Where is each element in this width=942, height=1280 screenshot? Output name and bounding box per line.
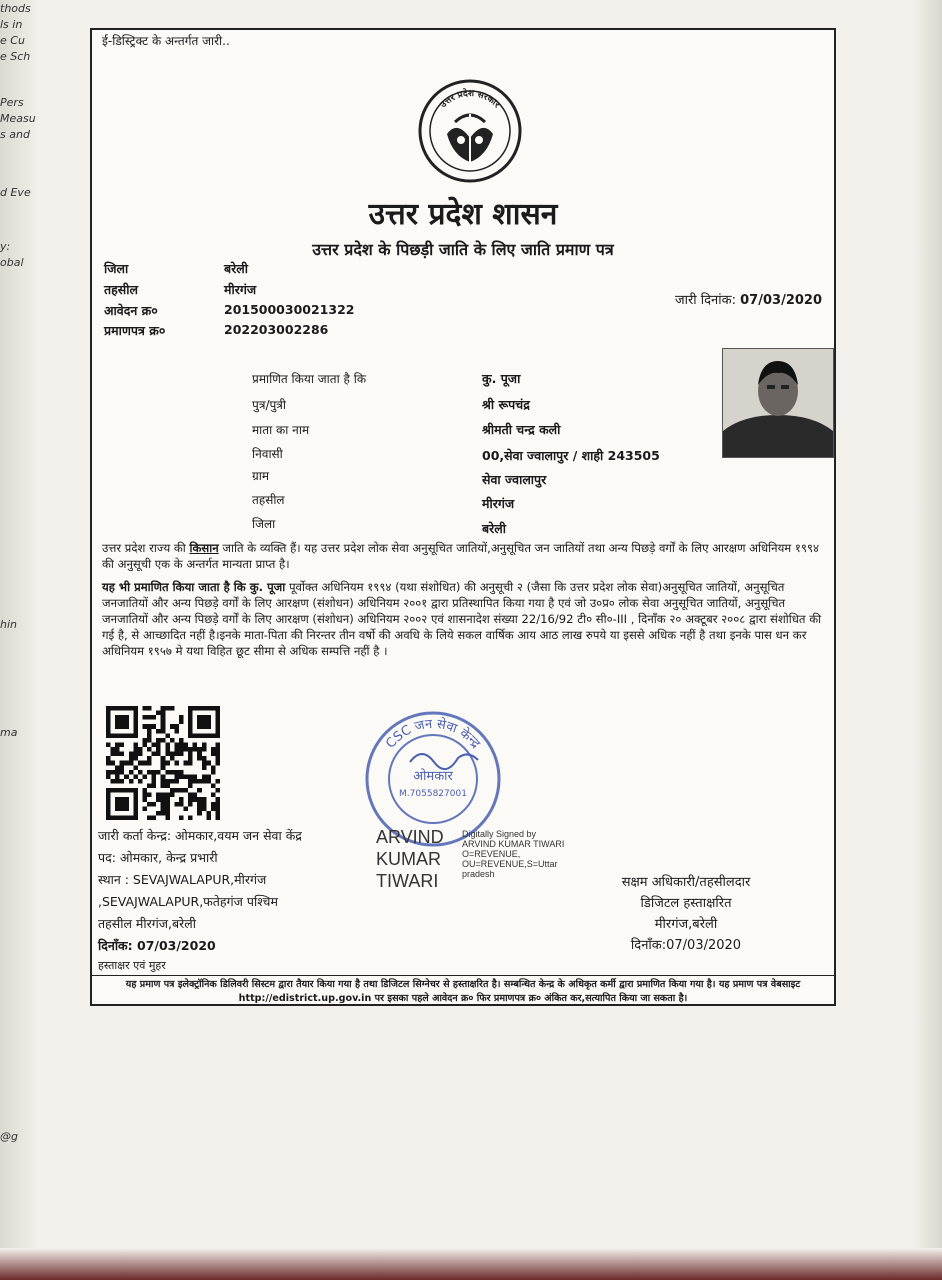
- digital-signer-name: [376, 826, 444, 892]
- certificate-number-label: प्रमाणपत्र क्र०: [104, 323, 166, 338]
- certificate-number-value: 202203002286: [224, 322, 329, 337]
- background-scrap: ls in: [0, 18, 23, 31]
- signature-detail-line: Digitally Signed by: [462, 829, 537, 839]
- digital-signature-details: [462, 829, 564, 879]
- background-scrap: e Cu: [0, 34, 25, 47]
- background-scrap: d Eve: [0, 186, 31, 199]
- caste-statement-text: उत्तर प्रदेश राज्य की: [102, 541, 190, 555]
- detail-label: निवासी: [252, 447, 283, 461]
- signer-name-line: TIWARI: [376, 871, 439, 891]
- district-detail-value: बरेली: [482, 521, 506, 536]
- background-scrap: ma: [0, 726, 18, 739]
- certification-text: पूर्वोक्त अधिनियम १९९४ (यथा संशोधित) की अनुसूची २ (जैसा कि उत्तर प्रदेश लोक सेवा)अनुसूचित जातियों, अनुसूचित जनजातियों और अन्य पिछड़े वर्गों के लिए आरक्षण (संशोधन) अधिनियम २००१ द्वारा प्रतिस्थापित किया गया है एवं जो उ०प्र० लोक सेवा अनुसूचित जातियों, अनुसूचित जनजातियों और अन्य पिछड़े वर्गों के लिए आरक्षण (संशोधन) अधिनियम २००२ एवं शासनादेश संख्या 22/16/92 टी० सी०-III , दिनाँक २० अक्टूबर २००८ द्वारा संशोधित की गई है, से आच्छादित नहीं है।इनके माता-पिता की निरन्तर तीन वर्षो की अवधि के लिये सकल वार्षिक आय आठ लाख रुपये या इससे अधिक नहीं है तथा इनके पास धन कर अधिनियम १९५७ मे यथा विहित छूट सीमा से अधिक सम्पत्ति नहीं है ।: [102, 580, 822, 658]
- issuing-center-block: [98, 825, 302, 975]
- competent-officer-block: [576, 872, 796, 956]
- issue-date-value: 07/03/2020: [740, 293, 822, 308]
- certification-text: यह भी प्रमाणित किया जाता है कि: [102, 580, 250, 594]
- paper-edge-right: [912, 0, 942, 1280]
- mother-name: श्रीमती चन्द्र कली: [482, 422, 561, 437]
- detail-label: प्रमाणित किया जाता है कि: [252, 372, 367, 386]
- officer-line: मीरगंज,बरेली: [654, 917, 718, 932]
- signer-name-line: KUMAR: [376, 849, 442, 869]
- background-scrap: s and: [0, 128, 30, 141]
- seal-ring-text: CSC जन सेवा केन्द्र: [383, 716, 483, 752]
- issuer-line: ,SEVAJWALAPUR,फतेहगंज पश्चिम: [98, 894, 278, 909]
- district-label: जिला: [104, 261, 129, 276]
- resident-address: 00,सेवा ज्वालापुर / शाही 243505: [482, 448, 660, 463]
- signature-detail-line: OU=REVENUE,S=Uttar: [462, 859, 558, 869]
- application-number-label: आवेदन क्र०: [104, 303, 158, 318]
- signature-detail-line: O=REVENUE,: [462, 849, 521, 859]
- signer-name-line: ARVIND: [376, 827, 444, 847]
- tehsil-detail-value: मीरगंज: [482, 496, 515, 511]
- verification-footer: यह प्रमाण पत्र इलेक्ट्रॉनिक डिलिवरी सिस्टम द्वारा तैयार किया गया है तथा डिजिटल सिग्नेचर से हस्ताक्षरित है। सम्बन्धित केन्द्र के अधिकृत कर्मी द्वारा प्रमाणित किया गया है। यह प्रमाण पत्र वेबसाइट http://edistrict.up.gov.in पर इसका पहले आवेदन क्र० फिर प्रमाणपत्र क्र० अंकित कर,सत्यापित किया जा सकता है।: [125, 979, 801, 1004]
- district-value: बरेली: [224, 261, 248, 276]
- signature-detail-line: pradesh: [462, 869, 495, 879]
- issuer-line: तहसील मीरगंज,बरेली: [98, 916, 196, 931]
- qr-code-icon: [102, 706, 224, 820]
- village-value: सेवा ज्वालापुर: [482, 472, 547, 487]
- background-scrap: hin: [0, 618, 17, 631]
- up-government-emblem-icon: [417, 78, 523, 184]
- detail-label: जिला: [252, 517, 276, 531]
- issuer-date: दिनाँक: 07/03/2020: [98, 938, 216, 953]
- caste-certificate: [90, 28, 836, 1006]
- caste-name: किसान: [189, 541, 219, 555]
- issuer-line: स्थान : SEVAJWALAPUR,मीरगंज: [98, 872, 267, 887]
- handwritten-signature: [410, 754, 478, 769]
- background-scrap: Measu: [0, 112, 36, 125]
- application-number-value: 201500030021322: [224, 302, 355, 317]
- signature-and-seal-label: हस्ताक्षर एवं मुहर: [98, 959, 166, 972]
- background-scrap: e Sch: [0, 50, 31, 63]
- footer-divider: [92, 975, 834, 976]
- applicant-photo-icon: [722, 348, 834, 458]
- detail-label: माता का नाम: [252, 423, 310, 437]
- caste-statement-text: जाति के व्यक्ति हैं। यह उत्तर प्रदेश लोक सेवा अनुसूचित जातियों,अनुसूचित जन जातियों तथा अन्य पिछड़े वर्गों के लिए आरक्षण अधिनियम १९९४ की अनुसूची एक के अन्तर्गत मान्यता प्राप्त है।: [102, 541, 820, 571]
- background-scrap: Pers: [0, 96, 24, 109]
- background-scrap: obal: [0, 256, 24, 269]
- applicant-name: कु. पूजा: [482, 371, 521, 386]
- seal-center-code: M.7055827001: [399, 789, 467, 799]
- edistrict-note: ई-डिस्ट्रिक्ट के अन्तर्गत जारी..: [102, 34, 230, 48]
- issuer-line: पद: ओमकार, केन्द्र प्रभारी: [98, 850, 218, 865]
- caste-statement: [102, 540, 828, 572]
- signature-detail-line: ARVIND KUMAR TIWARI: [462, 839, 565, 849]
- certificate-title: उत्तर प्रदेश शासन: [368, 197, 558, 232]
- issuer-line: जारी कर्ता केन्द्र: ओमकार,वयम जन सेवा केंद्र: [98, 828, 302, 843]
- issue-date: [675, 290, 822, 308]
- background-scrap: @g: [0, 1130, 18, 1143]
- background-scrap: thods: [0, 2, 31, 15]
- issue-date-label: जारी दिनांक:: [674, 293, 736, 308]
- svg-text:उत्तर प्रदेश सरकार: [438, 87, 502, 111]
- background-scrap: y:: [0, 240, 11, 253]
- officer-line: डिजिटल हस्ताक्षरित: [640, 896, 732, 911]
- certificate-subtitle: उत्तर प्रदेश के पिछड़ी जाति के लिए जाति प्रमाण पत्र: [312, 240, 614, 259]
- applicant-name-inline: कु. पूजा: [249, 580, 286, 594]
- officer-date: दिनाँक:07/03/2020: [630, 938, 742, 953]
- officer-title: सक्षम अधिकारी/तहसीलदार: [621, 875, 751, 890]
- tehsil-value: मीरगंज: [224, 282, 257, 297]
- paper-edge-bottom: [0, 1248, 942, 1280]
- detail-label: ग्राम: [252, 469, 270, 483]
- detail-label: पुत्र/पुत्री: [252, 398, 287, 412]
- emblem-text: उत्तर प्रदेश सरकार: [438, 88, 502, 111]
- seal-center-name: ओमकार: [413, 769, 453, 784]
- detail-label: तहसील: [252, 493, 285, 507]
- tehsil-label: तहसील: [104, 282, 138, 297]
- father-name: श्री रूपचंद्र: [482, 397, 530, 412]
- creamy-layer-statement: [102, 579, 828, 659]
